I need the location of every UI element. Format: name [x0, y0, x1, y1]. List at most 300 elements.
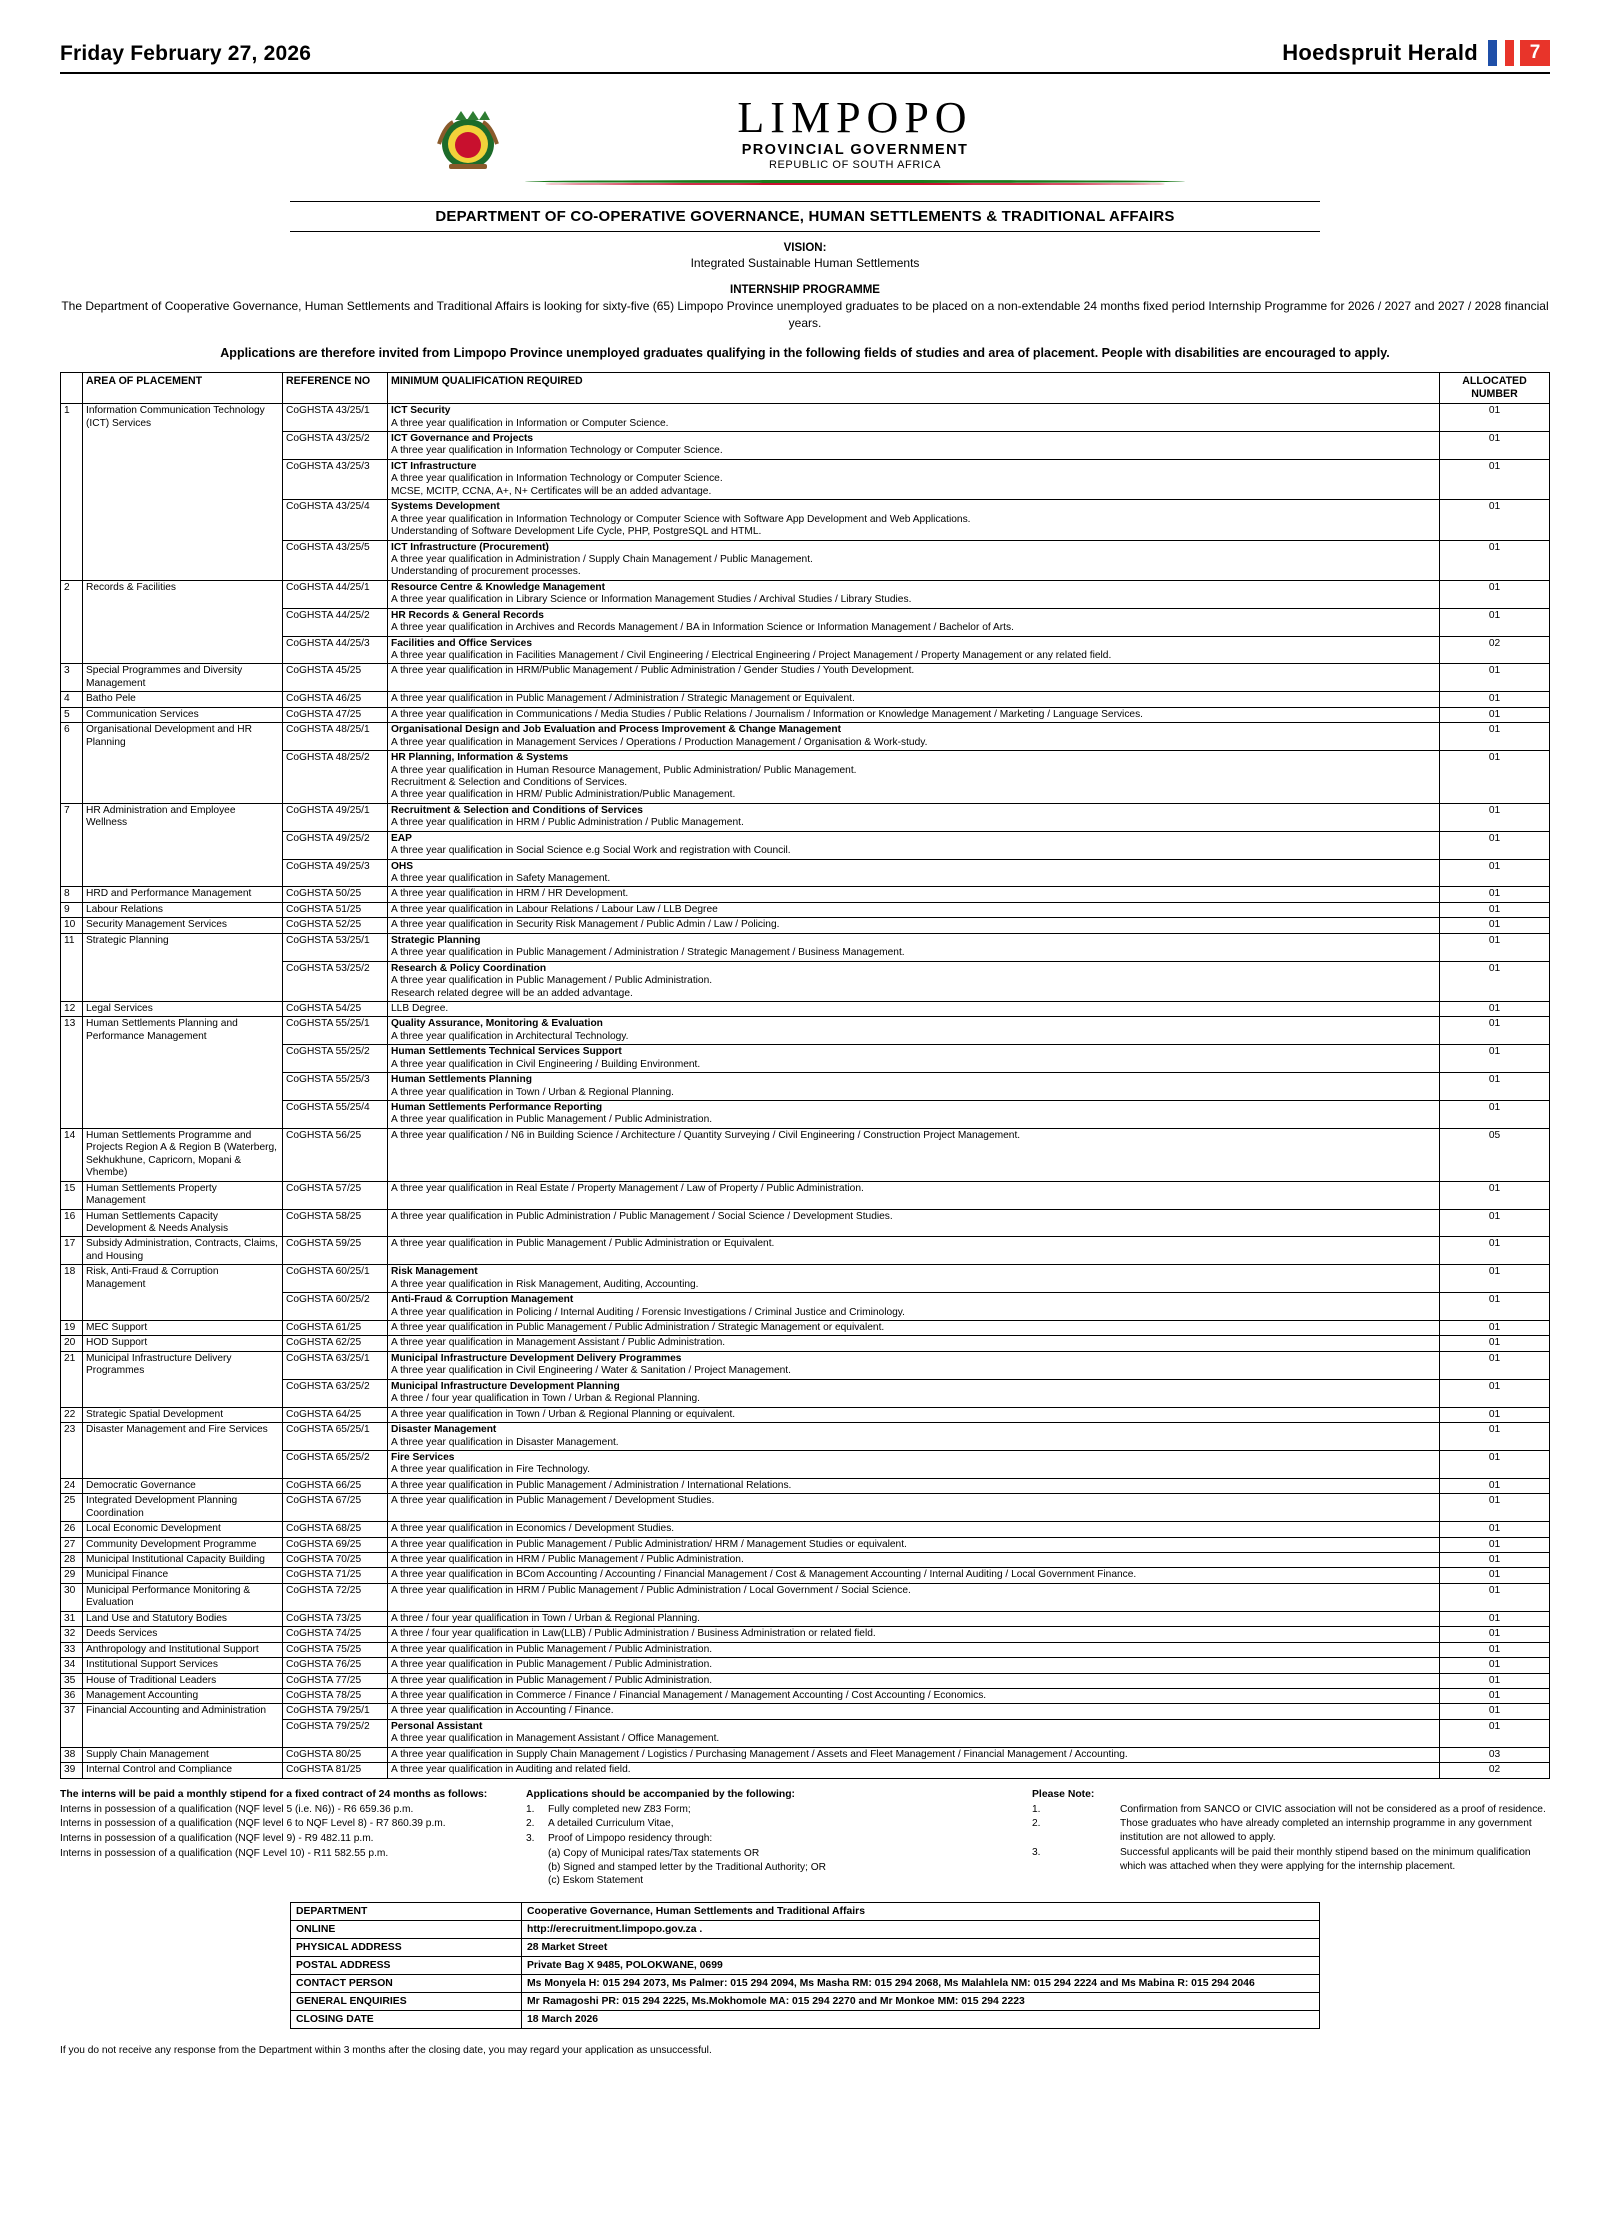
table-row	[61, 1379, 1550, 1407]
area-of-placement: Labour Relations	[83, 902, 283, 917]
minimum-qualification	[388, 1017, 1440, 1045]
area-of-placement: Human Settlements Planning and Performance Management	[83, 1017, 283, 1129]
table-row	[61, 1611, 1550, 1626]
qualification-line: A three year qualification in Security Risk Management / Public Admin / Law / Policing.	[391, 919, 780, 931]
logo-text	[525, 93, 1185, 187]
reference-number: CoGHSTA 74/25	[283, 1627, 388, 1642]
application-subitem: (a) Copy of Municipal rates/Tax statements OR	[548, 1847, 760, 1859]
contact-row	[291, 1975, 1320, 1993]
minimum-qualification	[388, 608, 1440, 636]
qualification-line: A three year qualification in Civil Engineering / Building Environment.	[391, 1058, 701, 1070]
minimum-qualification	[388, 887, 1440, 902]
reference-number: CoGHSTA 55/25/1	[283, 1017, 388, 1045]
minimum-qualification	[388, 1321, 1440, 1336]
allocated-number: 01	[1440, 1336, 1550, 1351]
qualification-title: Resource Centre & Knowledge Management	[391, 581, 605, 593]
qualification-title: Municipal Infrastructure Development Delivery Programmes	[391, 1352, 682, 1364]
please-note-column	[1032, 1789, 1550, 1889]
allocated-number: 01	[1440, 1265, 1550, 1293]
table-row	[61, 1423, 1550, 1451]
table-row	[61, 1763, 1550, 1778]
qualification-line: A three year qualification / N6 in Building Science / Architecture / Quantity Surveying / Civil Engineering / Construction Project Management.	[391, 1129, 1021, 1141]
reference-number: CoGHSTA 72/25	[283, 1583, 388, 1611]
qualification-title: Facilities and Office Services	[391, 637, 532, 649]
allocated-number: 01	[1440, 918, 1550, 933]
reference-number: CoGHSTA 55/25/3	[283, 1073, 388, 1101]
table-row	[61, 636, 1550, 664]
allocated-number: 01	[1440, 1379, 1550, 1407]
minimum-qualification	[388, 803, 1440, 831]
minimum-qualification	[388, 664, 1440, 692]
contact-key: ONLINE	[291, 1921, 522, 1939]
area-of-placement: HOD Support	[83, 1336, 283, 1351]
reference-number: CoGHSTA 49/25/3	[283, 859, 388, 887]
stipend-heading: The interns will be paid a monthly stipend for a fixed contract of 24 months as follows:	[60, 1788, 488, 1800]
area-of-placement: Communication Services	[83, 707, 283, 722]
row-number: 6	[61, 723, 83, 804]
qualification-line: A three year qualification in Information Technology or Computer Science with Software App Development and Web Applications.	[391, 513, 971, 525]
allocated-number: 01	[1440, 1237, 1550, 1265]
allocated-number: 01	[1440, 1688, 1550, 1703]
allocated-number: 01	[1440, 723, 1550, 751]
area-of-placement: Disaster Management and Fire Services	[83, 1423, 283, 1479]
area-of-placement: Strategic Spatial Development	[83, 1407, 283, 1422]
allocated-number: 01	[1440, 1181, 1550, 1209]
minimum-qualification	[388, 1478, 1440, 1493]
reference-number: CoGHSTA 63/25/2	[283, 1379, 388, 1407]
allocated-number: 01	[1440, 902, 1550, 917]
contact-key: GENERAL ENQUIRIES	[291, 1993, 522, 2011]
qualification-line: A three year qualification in Management Services / Operations / Production Management / Organisation & Work-study.	[391, 736, 928, 748]
th-area: AREA OF PLACEMENT	[83, 373, 283, 404]
qualification-title: Anti-Fraud & Corruption Management	[391, 1294, 574, 1306]
table-row	[61, 751, 1550, 804]
qualification-line: MCSE, MCITP, CCNA, A+, N+ Certificates will be an added advantage.	[391, 485, 712, 497]
allocated-number: 01	[1440, 1642, 1550, 1657]
reference-number: CoGHSTA 46/25	[283, 692, 388, 707]
masthead-right	[1282, 40, 1550, 66]
please-note-heading: Please Note:	[1032, 1788, 1095, 1800]
reference-number: CoGHSTA 45/25	[283, 664, 388, 692]
reference-number: CoGHSTA 60/25/1	[283, 1265, 388, 1293]
qualification-line: A three year qualification in Safety Management.	[391, 873, 611, 884]
area-of-placement: Organisational Development and HR Planning	[83, 723, 283, 804]
table-row	[61, 1583, 1550, 1611]
allocated-number: 01	[1440, 1537, 1550, 1552]
stipend-column	[60, 1789, 500, 1889]
minimum-qualification	[388, 1423, 1440, 1451]
reference-number: CoGHSTA 80/25	[283, 1747, 388, 1762]
qualification-line: A three year qualification in Policing / Internal Auditing / Forensic Investigations / Criminal Justice and Criminology.	[391, 1306, 905, 1318]
area-of-placement: Deeds Services	[83, 1627, 283, 1642]
qualification-line: A three year qualification in Public Management / Administration / Strategic Management or Equivalent.	[391, 693, 855, 705]
application-item: 2. A detailed Curriculum Vitae,	[526, 1818, 674, 1830]
application-subitem: (c) Eskom Statement	[548, 1875, 644, 1887]
qualification-line: A three year qualification in Economics / Development Studies.	[391, 1523, 675, 1535]
note-item: 2. Those graduates who have already completed an internship programme in any government institution are not allowed to apply.	[1032, 1817, 1550, 1845]
minimum-qualification	[388, 1642, 1440, 1657]
allocated-number: 05	[1440, 1128, 1550, 1181]
qualification-line: A three year qualification in Supply Chain Management / Logistics / Purchasing Management / Assets and Fleet Management / Financial Management / Accounting.	[391, 1748, 1128, 1760]
qualification-line: A three year qualification in Fire Technology.	[391, 1464, 590, 1476]
table-row	[61, 1537, 1550, 1552]
note-item-text: Confirmation from SANCO or CIVIC association will not be considered as a proof of residence.	[1120, 1803, 1546, 1815]
allocated-number: 01	[1440, 692, 1550, 707]
qualification-line: A three year qualification in Administration / Supply Chain Management / Public Management.	[391, 553, 813, 565]
contact-table	[290, 1902, 1320, 2029]
row-number: 37	[61, 1704, 83, 1747]
reference-number: CoGHSTA 69/25	[283, 1537, 388, 1552]
minimum-qualification	[388, 1336, 1440, 1351]
allocated-number: 01	[1440, 1553, 1550, 1568]
row-number: 21	[61, 1351, 83, 1407]
area-of-placement: Human Settlements Programme and Projects Region A & Region B (Waterberg, Sekhukhune, Capricorn, Mopani & Vhembe)	[83, 1128, 283, 1181]
reference-number: CoGHSTA 73/25	[283, 1611, 388, 1626]
contact-row	[291, 1903, 1320, 1921]
qualification-line: A three year qualification in Public Management / Administration / International Relations.	[391, 1479, 792, 1491]
contact-key: POSTAL ADDRESS	[291, 1957, 522, 1975]
table-row	[61, 608, 1550, 636]
reference-number: CoGHSTA 78/25	[283, 1688, 388, 1703]
qualification-title: Strategic Planning	[391, 934, 481, 946]
reference-number: CoGHSTA 75/25	[283, 1642, 388, 1657]
area-of-placement: Community Development Programme	[83, 1537, 283, 1552]
minimum-qualification	[388, 1719, 1440, 1747]
publication-name: Hoedspruit Herald	[1282, 40, 1478, 65]
qualification-line: A three year qualification in Commerce / Finance / Financial Management / Management Accounting / Cost Accounting / Economics.	[391, 1689, 987, 1701]
reference-number: CoGHSTA 68/25	[283, 1522, 388, 1537]
table-row	[61, 918, 1550, 933]
qualification-title: ICT Infrastructure	[391, 460, 477, 472]
allocated-number: 01	[1440, 1494, 1550, 1522]
qualification-line: A three year qualification in Disaster Management.	[391, 1436, 619, 1448]
area-of-placement: Records & Facilities	[83, 580, 283, 664]
reference-number: CoGHSTA 55/25/4	[283, 1101, 388, 1129]
allocated-number: 01	[1440, 1407, 1550, 1422]
qualification-line: A three year qualification in Auditing and related field.	[391, 1764, 631, 1776]
invitation-text: Applications are therefore invited from Limpopo Province unemployed graduates qualifying in the following fields of studies and area of placement. People with disabilities are encouraged to apply.	[220, 346, 1390, 361]
row-number: 20	[61, 1336, 83, 1351]
reference-number: CoGHSTA 49/25/2	[283, 831, 388, 859]
allocated-number: 01	[1440, 1293, 1550, 1321]
qualification-title: ICT Security	[391, 405, 451, 417]
reference-number: CoGHSTA 54/25	[283, 1001, 388, 1016]
table-row	[61, 803, 1550, 831]
area-of-placement: Municipal Infrastructure Delivery Programmes	[83, 1351, 283, 1407]
application-item-text: A detailed Curriculum Vitae,	[548, 1818, 674, 1830]
table-row	[61, 404, 1550, 432]
allocated-number: 01	[1440, 1478, 1550, 1493]
contact-value: Mr Ramagoshi PR: 015 294 2225, Ms.Mokhomole MA: 015 294 2270 and Mr Monkoe MM: 015 294 2223	[522, 1993, 1320, 2011]
area-of-placement: MEC Support	[83, 1321, 283, 1336]
vision-text: Integrated Sustainable Human Settlements	[690, 255, 920, 270]
area-of-placement: Institutional Support Services	[83, 1658, 283, 1673]
reference-number: CoGHSTA 56/25	[283, 1128, 388, 1181]
contact-value: 18 March 2026	[522, 2011, 1320, 2029]
table-row	[61, 1336, 1550, 1351]
minimum-qualification	[388, 1553, 1440, 1568]
row-number: 14	[61, 1128, 83, 1181]
reference-number: CoGHSTA 47/25	[283, 707, 388, 722]
qualification-line: LLB Degree.	[391, 1002, 449, 1014]
table-row	[61, 1101, 1550, 1129]
qualification-line: A three year qualification in Public Management / Administration / Strategic Management / Business Management.	[391, 947, 905, 959]
allocated-number: 01	[1440, 540, 1550, 580]
table-row	[61, 723, 1550, 751]
table-row	[61, 1017, 1550, 1045]
row-number: 10	[61, 918, 83, 933]
reference-number: CoGHSTA 61/25	[283, 1321, 388, 1336]
reference-number: CoGHSTA 79/25/2	[283, 1719, 388, 1747]
contact-key: CLOSING DATE	[291, 2011, 522, 2029]
qualification-line: A three / four year qualification in Town / Urban & Regional Planning.	[391, 1612, 701, 1624]
minimum-qualification	[388, 1351, 1440, 1379]
vision-label: VISION:	[783, 241, 827, 254]
row-number: 26	[61, 1522, 83, 1537]
table-row	[61, 1128, 1550, 1181]
row-number: 3	[61, 664, 83, 692]
qualification-title: Organisational Design and Job Evaluation and Process Improvement & Change Management	[391, 724, 842, 736]
qualification-line: A three year qualification in Facilities Management / Civil Engineering / Electrical Engineering / Project Management / Property Management or any related field.	[391, 650, 1112, 661]
contact-value: Ms Monyela H: 015 294 2073, Ms Palmer: 015 294 2094, Ms Masha RM: 015 294 2068, Ms Malahlela NM: 015 294 2224 and Ms Mabina R: 015 294 2046	[522, 1975, 1320, 1993]
minimum-qualification	[388, 1537, 1440, 1552]
qualification-line: A three year qualification in Public Management / Public Administration or Equivalent.	[391, 1238, 775, 1250]
table-row	[61, 933, 1550, 961]
allocated-number: 01	[1440, 803, 1550, 831]
row-number: 31	[61, 1611, 83, 1626]
row-number: 22	[61, 1407, 83, 1422]
allocated-number: 01	[1440, 1321, 1550, 1336]
qualification-line: A three / four year qualification in Law(LLB) / Public Administration / Business Administration or related field.	[391, 1628, 876, 1640]
qualification-line: A three year qualification in Public Management / Public Administration.	[391, 1643, 713, 1655]
table-row	[61, 1627, 1550, 1642]
allocated-number: 01	[1440, 887, 1550, 902]
stipend-line: Interns in possession of a qualification (NQF level 9) - R9 482.11 p.m.	[60, 1833, 374, 1845]
logo-subtitle: PROVINCIAL GOVERNMENT	[741, 142, 969, 158]
reference-number: CoGHSTA 43/25/3	[283, 459, 388, 499]
application-item: 3. Proof of Limpopo residency through:	[526, 1833, 713, 1845]
minimum-qualification	[388, 459, 1440, 499]
qualification-title: Fire Services	[391, 1451, 455, 1463]
qualification-title: Human Settlements Planning	[391, 1074, 532, 1086]
table-row	[61, 1553, 1550, 1568]
table-row	[61, 664, 1550, 692]
area-of-placement: Internal Control and Compliance	[83, 1763, 283, 1778]
table-row	[61, 1719, 1550, 1747]
qualification-line: A three year qualification in Town / Urban & Regional Planning.	[391, 1086, 674, 1098]
minimum-qualification	[388, 831, 1440, 859]
reference-number: CoGHSTA 49/25/1	[283, 803, 388, 831]
qualification-line: A three year qualification in Communications / Media Studies / Public Relations / Journalism / Information or Knowledge Management / Marketing / Language Services.	[391, 708, 1143, 720]
note-item: 1. Confirmation from SANCO or CIVIC association will not be considered as a proof of residence.	[1032, 1803, 1546, 1815]
minimum-qualification	[388, 859, 1440, 887]
qualification-line: A three year qualification in HRM/ Public Administration/Public Management.	[391, 789, 736, 801]
row-number: 5	[61, 707, 83, 722]
qualification-title: ICT Governance and Projects	[391, 433, 534, 444]
minimum-qualification	[388, 1181, 1440, 1209]
minimum-qualification	[388, 707, 1440, 722]
notes-section	[60, 1789, 1550, 1889]
reference-number: CoGHSTA 50/25	[283, 887, 388, 902]
table-row	[61, 1181, 1550, 1209]
minimum-qualification	[388, 723, 1440, 751]
reference-number: CoGHSTA 58/25	[283, 1209, 388, 1237]
minimum-qualification	[388, 1379, 1440, 1407]
reference-number: CoGHSTA 79/25/1	[283, 1704, 388, 1719]
area-of-placement: Municipal Performance Monitoring & Evaluation	[83, 1583, 283, 1611]
area-of-placement: House of Traditional Leaders	[83, 1673, 283, 1688]
qualification-line: Understanding of Software Development Life Cycle, PHP, PostgreSQL and HTML.	[391, 526, 762, 538]
qualification-title: Risk Management	[391, 1266, 478, 1278]
application-subitem: (b) Signed and stamped letter by the Traditional Authority; OR	[548, 1861, 827, 1873]
qualification-title: Systems Development	[391, 501, 500, 513]
note-item: 3. Successful applicants will be paid their monthly stipend based on the minimum qualification which was attached when they were applying for the internship placement.	[1032, 1846, 1550, 1874]
qualification-line: A three year qualification in Archives and Records Management / BA in Information Science or Information Management / Bachelor of Arts.	[391, 622, 1014, 634]
table-row	[61, 859, 1550, 887]
vision-block	[60, 242, 1550, 270]
reference-number: CoGHSTA 44/25/2	[283, 608, 388, 636]
qualification-line: A three year qualification in Management Assistant / Public Administration.	[391, 1337, 726, 1349]
swoosh-decoration	[525, 177, 1185, 187]
allocated-number: 02	[1440, 1763, 1550, 1778]
minimum-qualification	[388, 1627, 1440, 1642]
table-row	[61, 1407, 1550, 1422]
table-body	[61, 404, 1550, 1778]
footnote: If you do not receive any response from the Department within 3 months after the closing date, you may regard your application as unsuccessful.	[60, 2045, 712, 2057]
qualification-line: A three year qualification in Public Management / Public Administration/ HRM / Management Studies or equivalent.	[391, 1538, 907, 1550]
qualification-line: A three year qualification in HRM / HR Development.	[391, 888, 629, 900]
reference-number: CoGHSTA 57/25	[283, 1181, 388, 1209]
table-row	[61, 1293, 1550, 1321]
row-number: 12	[61, 1001, 83, 1016]
qualification-title: Municipal Infrastructure Development Planning	[391, 1380, 620, 1392]
contact-value: 28 Market Street	[522, 1939, 1320, 1957]
applications-column	[526, 1789, 1006, 1889]
reference-number: CoGHSTA 62/25	[283, 1336, 388, 1351]
contact-value: Cooperative Governance, Human Settlements and Traditional Affairs	[522, 1903, 1320, 1921]
department-heading: DEPARTMENT OF CO-OPERATIVE GOVERNANCE, HUMAN SETTLEMENTS & TRADITIONAL AFFAIRS	[290, 201, 1320, 232]
row-number: 4	[61, 692, 83, 707]
reference-number: CoGHSTA 53/25/1	[283, 933, 388, 961]
allocated-number: 01	[1440, 707, 1550, 722]
reference-number: CoGHSTA 60/25/2	[283, 1293, 388, 1321]
qualification-line: A three year qualification in Information Technology or Computer Science.	[391, 473, 723, 485]
table-row	[61, 459, 1550, 499]
allocated-number: 02	[1440, 636, 1550, 664]
reference-number: CoGHSTA 70/25	[283, 1553, 388, 1568]
area-of-placement: Human Settlements Property Management	[83, 1181, 283, 1209]
minimum-qualification	[388, 692, 1440, 707]
minimum-qualification	[388, 1673, 1440, 1688]
allocated-number: 01	[1440, 1704, 1550, 1719]
table-header-row	[61, 373, 1550, 404]
allocated-number: 01	[1440, 1101, 1550, 1129]
minimum-qualification	[388, 751, 1440, 804]
table-row	[61, 1073, 1550, 1101]
qualification-line: A three year qualification in Public Management / Public Administration.	[391, 1674, 713, 1686]
contact-value: http://erecruitment.limpopo.gov.za .	[522, 1921, 1320, 1939]
minimum-qualification	[388, 918, 1440, 933]
row-number: 39	[61, 1763, 83, 1778]
table-row	[61, 540, 1550, 580]
row-number: 16	[61, 1209, 83, 1237]
area-of-placement: Land Use and Statutory Bodies	[83, 1611, 283, 1626]
row-number: 18	[61, 1265, 83, 1321]
qualification-line: A three year qualification in Social Science e.g Social Work and registration with Council.	[391, 845, 791, 857]
row-number: 27	[61, 1537, 83, 1552]
qualification-line: A three year qualification in BCom Accounting / Accounting / Financial Management / Cost & Management Accounting / Internal Auditing / Local Government Finance.	[391, 1569, 1137, 1581]
minimum-qualification	[388, 933, 1440, 961]
row-number: 29	[61, 1568, 83, 1583]
minimum-qualification	[388, 1265, 1440, 1293]
area-of-placement: HRD and Performance Management	[83, 887, 283, 902]
qualification-title: HR Records & General Records	[391, 609, 544, 621]
application-item-text: Fully completed new Z83 Form;	[548, 1803, 691, 1815]
minimum-qualification	[388, 404, 1440, 432]
minimum-qualification	[388, 1073, 1440, 1101]
row-number: 25	[61, 1494, 83, 1522]
qualification-line: A three year qualification in Human Resource Management, Public Administration/ Public Management.	[391, 764, 857, 776]
allocated-number: 01	[1440, 500, 1550, 540]
qualification-line: A three year qualification in Information or Computer Science.	[391, 417, 669, 429]
qualification-title: Quality Assurance, Monitoring & Evaluation	[391, 1018, 603, 1030]
allocated-number: 01	[1440, 1017, 1550, 1045]
note-item-text: Successful applicants will be paid their monthly stipend based on the minimum qualification which was attached when they were applying for the internship placement.	[1120, 1846, 1531, 1872]
qualification-line: A three year qualification in Architectural Technology.	[391, 1030, 629, 1042]
stipend-line: Interns in possession of a qualification (NQF level 6 to NQF Level 8) - R7 860.39 p.m.	[60, 1818, 446, 1830]
issue-date: Friday February 27, 2026	[60, 42, 312, 65]
row-number: 30	[61, 1583, 83, 1611]
area-of-placement: Legal Services	[83, 1001, 283, 1016]
qualification-title: Disaster Management	[391, 1424, 497, 1436]
table-row	[61, 1321, 1550, 1336]
area-of-placement: Human Settlements Capacity Development & Needs Analysis	[83, 1209, 283, 1237]
page-number: 7	[1520, 40, 1550, 66]
reference-number: CoGHSTA 51/25	[283, 902, 388, 917]
contact-key: CONTACT PERSON	[291, 1975, 522, 1993]
reference-number: CoGHSTA 44/25/1	[283, 580, 388, 608]
allocated-number: 01	[1440, 961, 1550, 1001]
table-row	[61, 500, 1550, 540]
contact-table-body	[291, 1903, 1320, 2029]
area-of-placement: Municipal Institutional Capacity Building	[83, 1553, 283, 1568]
reference-number: CoGHSTA 52/25	[283, 918, 388, 933]
allocated-number: 01	[1440, 751, 1550, 804]
table-row	[61, 887, 1550, 902]
reference-number: CoGHSTA 71/25	[283, 1568, 388, 1583]
qualification-line: A three year qualification in Information Technology or Computer Science.	[391, 445, 723, 457]
minimum-qualification	[388, 1522, 1440, 1537]
minimum-qualification	[388, 1128, 1440, 1181]
programme-block	[60, 284, 1550, 333]
reference-number: CoGHSTA 43/25/2	[283, 432, 388, 460]
table-row	[61, 1747, 1550, 1762]
minimum-qualification	[388, 1611, 1440, 1626]
reference-number: CoGHSTA 66/25	[283, 1478, 388, 1493]
qualification-line: A three year qualification in HRM / Public Administration / Public Management.	[391, 817, 744, 829]
reference-number: CoGHSTA 76/25	[283, 1658, 388, 1673]
table-row	[61, 1045, 1550, 1073]
qualification-title: ICT Infrastructure (Procurement)	[391, 541, 549, 553]
programme-text: The Department of Cooperative Governance, Human Settlements and Traditional Affairs is looking for sixty-five (65) Limpopo Province unemployed graduates to be placed on a non-extendable 24 months fixed period Internship Programme for 2026 / 2027 and 2027 / 2028 financial years.	[61, 298, 1549, 330]
stipend-line: Interns in possession of a qualification (NQF Level 10) - R11 582.55 p.m.	[60, 1847, 389, 1859]
qualification-line: A three year qualification in Management Assistant / Office Management.	[391, 1733, 720, 1745]
masthead	[60, 40, 1550, 74]
allocated-number: 01	[1440, 459, 1550, 499]
allocated-number: 01	[1440, 1045, 1550, 1073]
area-of-placement: Risk, Anti-Fraud & Corruption Management	[83, 1265, 283, 1321]
minimum-qualification	[388, 1747, 1440, 1762]
